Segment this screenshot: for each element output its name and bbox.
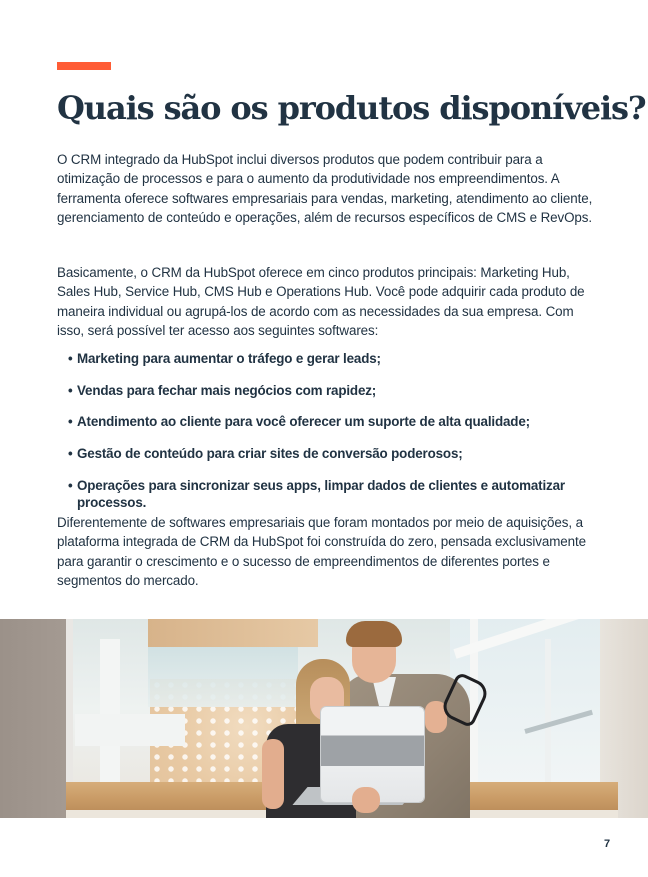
list-item [68,413,588,430]
list-item-text: Gestão de conteúdo para criar sites de conversão poderosos; [77,446,463,462]
closing-paragraph: Diferentemente de softwares empresariais que foram montados por meio de aquisições, a plataforma integrada de CRM da HubSpot foi construída do zero, pensada exclusivamente para garantir o crescimento e o sucesso de empreendimentos de diferentes portes e segmentos do mercado. [57,515,586,589]
photo-man-hair [346,621,402,647]
page-number: 7 [604,838,611,850]
intro-paragraph: O CRM integrado da HubSpot inclui diversos produtos que podem contribuir para a otimização de processos e para o aumento da produtividade nos empreendimentos. A ferramenta oferece softwares empresariais para vendas, marketing, atendimento ao cliente, gerenciamento de conteúdo e operações, além de recursos específicos de CMS e RevOps. [57,152,593,226]
page-title: Quais são os produtos disponíveis? [57,89,646,127]
photo-wall [0,619,66,818]
software-list [68,350,588,525]
bullet-icon: • [68,446,73,462]
photo-glass-rail [148,647,298,707]
bullet-icon: • [68,477,73,493]
list-item [68,382,588,399]
products-paragraph: Basicamente, o CRM da HubSpot oferece em cinco produtos principais: Marketing Hub, Sales Hub, Service Hub, CMS Hub e Operations Hub. Você pode adquirir cada produto de maneira individual ou agrupá-los de acordo com as necessidades da sua empresa. Com isso, será possível ter acesso aos seguintes softwares: [57,265,585,339]
photo-woman-hand [352,787,380,813]
list-item-text: Atendimento ao cliente para você oferecer um suporte de alta qualidade; [77,414,530,430]
list-item-text: Vendas para fechar mais negócios com rapidez; [77,382,377,398]
photo-beam [75,714,185,746]
bullet-icon: • [68,414,73,430]
list-item-text: Marketing para aumentar o tráfego e gerar leads; [77,351,381,366]
list-item [68,350,588,367]
bullet-icon: • [68,351,73,366]
accent-bar [57,62,111,70]
photo-woman-arm [262,739,284,809]
photo-staircase [148,619,318,647]
list-item [68,445,588,462]
office-photo [0,619,648,818]
list-item-text: Operações para sincronizar seus apps, limpar dados de clientes e automatizar processos. [77,477,565,510]
list-item [68,477,588,511]
bullet-icon: • [68,382,73,398]
